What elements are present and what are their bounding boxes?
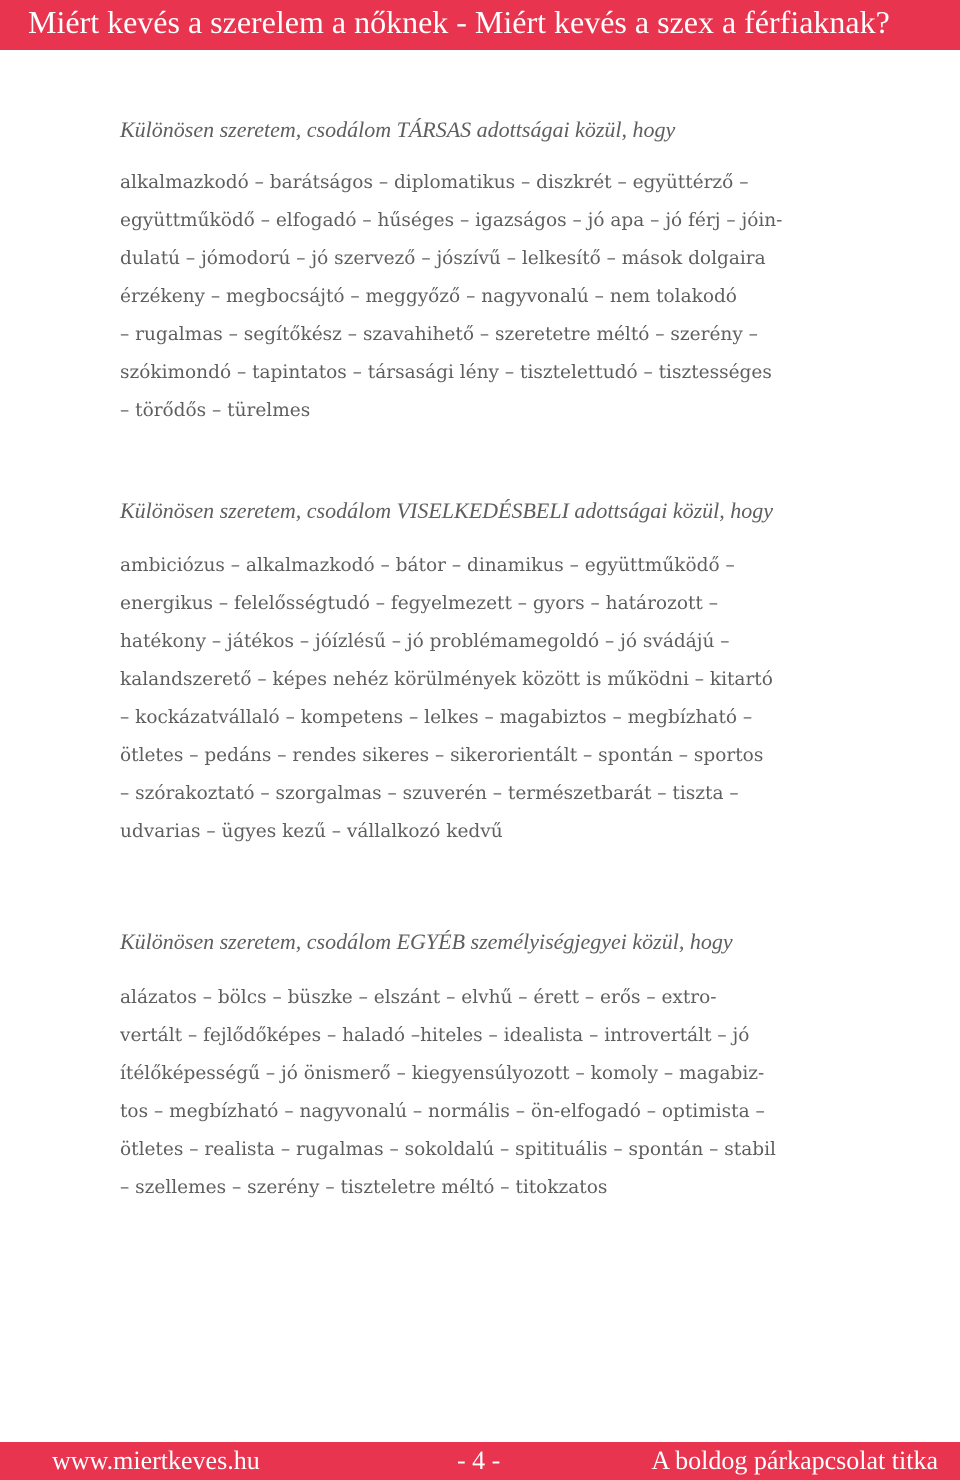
trait-line: – törődős – türelmes xyxy=(120,400,311,421)
trait-line: érzékeny – megbocsájtó – meggyőző – nagyvonalú – nem tolakodó xyxy=(120,286,737,307)
book-title: A boldog párkapcsolat titka xyxy=(651,1446,938,1475)
trait-line: ötletes – pedáns – rendes sikeres – sikerorientált – spontán – sportos xyxy=(120,745,764,766)
trait-line: tos – megbízható – nagyvonalú – normális – ön-elfogadó – optimista – xyxy=(120,1101,765,1122)
trait-line: együttműködő – elfogadó – hűséges – igazságos – jó apa – jó férj – jóin- xyxy=(120,210,783,231)
section-heading-other: Különösen szeretem, csodálom EGYÉB személyiségjegyei közül, hogy xyxy=(120,929,733,954)
trait-line: udvarias – ügyes kezű – vállalkozó kedvű xyxy=(120,821,503,842)
trait-line: energikus – felelősségtudó – fegyelmezett – gyors – határozott – xyxy=(120,593,718,614)
section-heading-behavioral: Különösen szeretem, csodálom VISELKEDÉSBELI adottságai közül, hogy xyxy=(120,498,774,523)
trait-line: – szellemes – szerény – tiszteletre méltó – titokzatos xyxy=(120,1177,608,1198)
section-heading-social: Különösen szeretem, csodálom TÁRSAS adottságai közül, hogy xyxy=(120,117,676,142)
website-link[interactable]: www.miertkeves.hu xyxy=(52,1446,260,1475)
header-bar xyxy=(0,0,960,50)
footer-bar xyxy=(0,1442,960,1480)
trait-list-other xyxy=(120,979,776,1207)
page-number: - 4 - xyxy=(457,1446,501,1475)
trait-line: szókimondó – tapintatos – társasági lény – tisztelettudó – tisztességes xyxy=(120,362,772,383)
trait-line: dulatú – jómodorú – jó szervező – jószívű – lelkesítő – mások dolgaira xyxy=(120,248,766,269)
trait-line: ambiciózus – alkalmazkodó – bátor – dinamikus – együttműködő – xyxy=(120,555,735,576)
trait-line: vertált – fejlődőképes – haladó –hiteles – idealista – introvertált – jó xyxy=(120,1025,750,1046)
trait-list-social xyxy=(120,164,782,430)
trait-line: kalandszerető – képes nehéz körülmények között is működni – kitartó xyxy=(120,669,773,690)
trait-line: – szórakoztató – szorgalmas – szuverén – természetbarát – tiszta – xyxy=(120,783,739,804)
trait-line: – kockázatvállaló – kompetens – lelkes – magabiztos – megbízható – xyxy=(120,707,753,728)
trait-line: hatékony – játékos – jóízlésű – jó problémamegoldó – jó svádájú – xyxy=(120,631,730,652)
page-title: Miért kevés a szerelem a nőknek - Miért kevés a szex a férfiaknak? xyxy=(28,4,890,40)
trait-line: ítélőképességű – jó önismerő – kiegyensúlyozott – komoly – magabiz- xyxy=(120,1063,765,1084)
trait-line: alázatos – bölcs – büszke – elszánt – elvhű – érett – erős – extro- xyxy=(120,987,717,1008)
trait-line: – rugalmas – segítőkész – szavahihető – szeretetre méltó – szerény – xyxy=(120,324,758,345)
trait-list-behavioral xyxy=(120,547,773,851)
trait-line: ötletes – realista – rugalmas – sokoldalú – spitituális – spontán – stabil xyxy=(120,1139,776,1160)
trait-line: alkalmazkodó – barátságos – diplomatikus – diszkrét – együttérző – xyxy=(120,172,749,193)
